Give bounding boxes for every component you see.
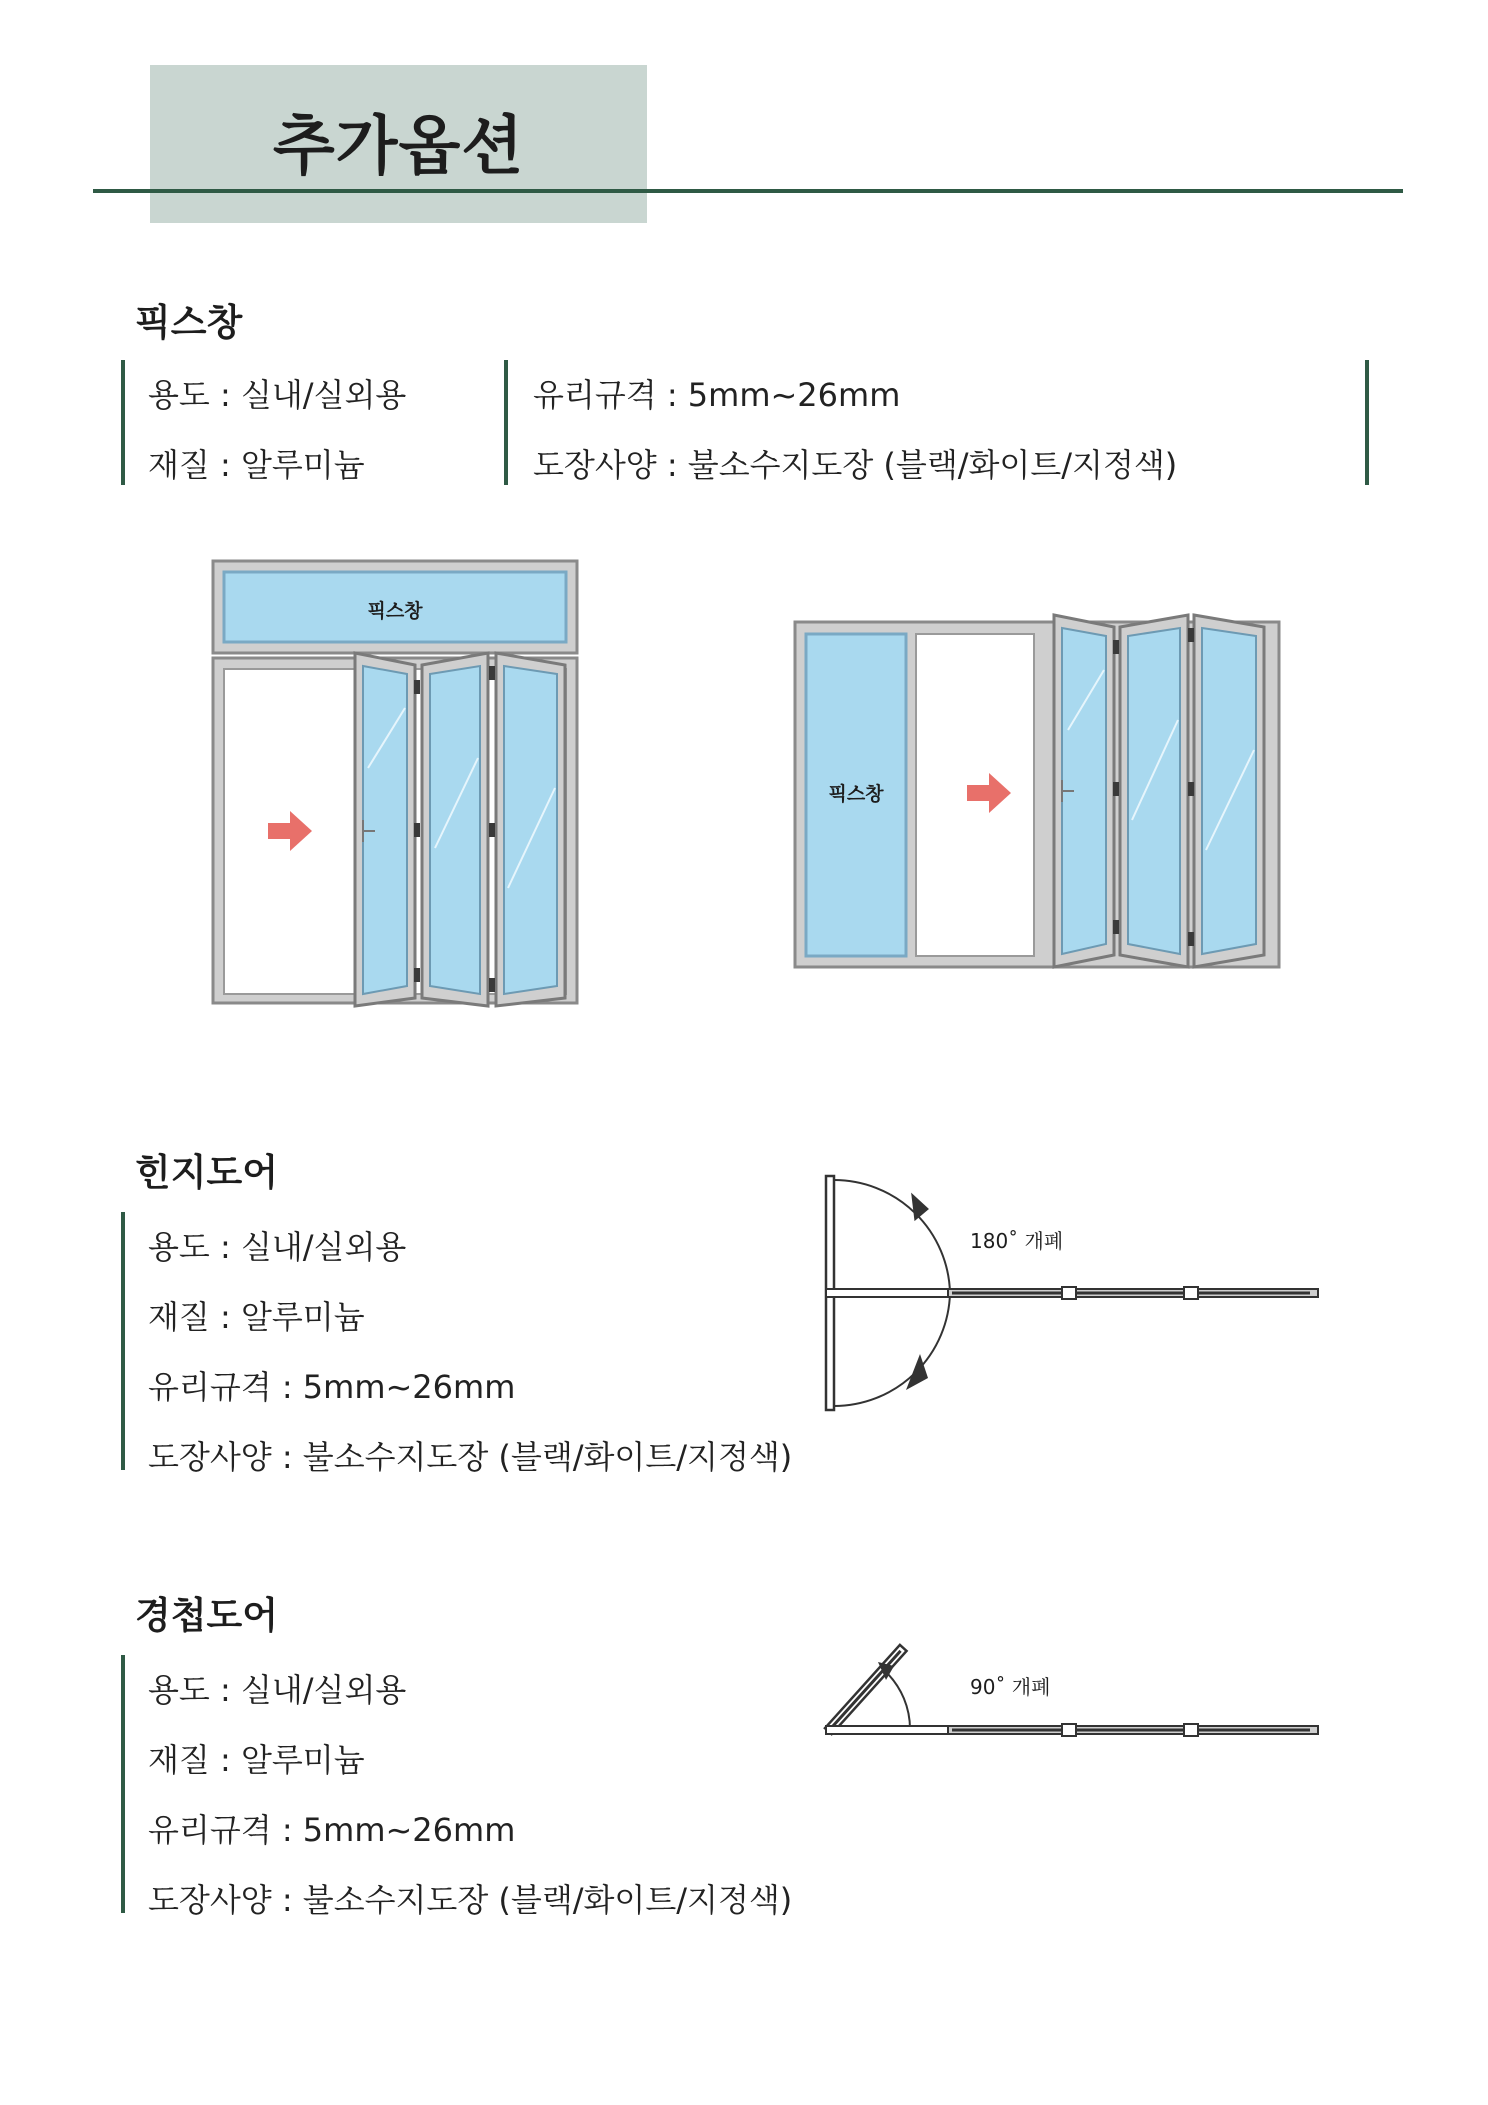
spec-value: 실내/실외용 bbox=[240, 1228, 407, 1266]
spec-material: 재질 : 알루미늄 bbox=[148, 446, 365, 484]
spec-label: 재질 bbox=[148, 446, 210, 484]
spec-value: 알루미늄 bbox=[240, 446, 365, 484]
spec-material: 재질 : 알루미늄 bbox=[148, 1298, 365, 1336]
page-title: 추가옵션 bbox=[272, 110, 525, 184]
spec-coating: 도장사양 : 불소수지도장 (블랙/화이트/지정색) bbox=[148, 1438, 793, 1476]
spec-glass: 유리규격 : 5mm~26mm bbox=[148, 1811, 516, 1849]
spec-label: 유리규격 bbox=[148, 1368, 272, 1406]
section-title-fix-window: 픽스창 bbox=[135, 301, 243, 344]
spec-value: 실내/실외용 bbox=[240, 1671, 407, 1709]
spec-label: 재질 bbox=[148, 1741, 210, 1779]
spec-usage: 용도 : 실내/실외용 bbox=[148, 376, 407, 414]
fix-window-label: 픽스창 bbox=[828, 783, 884, 805]
fix-window-diagram-top bbox=[210, 558, 580, 1008]
fold-door-plan-diagram bbox=[820, 1640, 1330, 1750]
spec-value: 불소수지도장 (블랙/화이트/지정색) bbox=[687, 446, 1178, 484]
spec-value: 불소수지도장 (블랙/화이트/지정색) bbox=[302, 1438, 793, 1476]
section-title-hinge-door: 힌지도어 bbox=[135, 1151, 278, 1194]
angle-label: 180˚ 개폐 bbox=[970, 1229, 1064, 1253]
spec-value: 불소수지도장 (블랙/화이트/지정색) bbox=[302, 1881, 793, 1919]
spec-label: 도장사양 bbox=[148, 1438, 272, 1476]
angle-label: 90˚ 개폐 bbox=[970, 1675, 1051, 1699]
spec-value: 알루미늄 bbox=[240, 1298, 365, 1336]
spec-bar-hinge bbox=[121, 1212, 125, 1470]
spec-usage: 용도 : 실내/실외용 bbox=[148, 1671, 407, 1709]
spec-material: 재질 : 알루미늄 bbox=[148, 1741, 365, 1779]
rotation-arrow-icon bbox=[903, 1193, 932, 1225]
spec-label: 유리규격 bbox=[533, 376, 657, 414]
spec-label: 유리규격 bbox=[148, 1811, 272, 1849]
fix-window-label: 픽스창 bbox=[367, 600, 423, 622]
spec-coating: 도장사양 : 불소수지도장 (블랙/화이트/지정색) bbox=[533, 446, 1178, 484]
spec-value: 5mm~26mm bbox=[302, 1811, 516, 1849]
spec-label: 용도 bbox=[148, 1228, 210, 1266]
spec-label: 용도 bbox=[148, 1671, 210, 1709]
rotation-arrow-icon bbox=[906, 1354, 928, 1390]
spec-label: 도장사양 bbox=[148, 1881, 272, 1919]
spec-usage: 용도 : 실내/실외용 bbox=[148, 1228, 407, 1266]
title-underline bbox=[93, 189, 1403, 193]
spec-label: 용도 bbox=[148, 376, 210, 414]
spec-coating: 도장사양 : 불소수지도장 (블랙/화이트/지정색) bbox=[148, 1881, 793, 1919]
spec-value: 알루미늄 bbox=[240, 1741, 365, 1779]
fix-window-diagram-side bbox=[792, 610, 1282, 970]
spec-glass: 유리규격 : 5mm~26mm bbox=[148, 1368, 516, 1406]
section-title-fold-door: 경첩도어 bbox=[135, 1594, 278, 1637]
spec-value: 5mm~26mm bbox=[687, 376, 901, 414]
spec-value: 실내/실외용 bbox=[240, 376, 407, 414]
spec-label: 재질 bbox=[148, 1298, 210, 1336]
hinge-door-plan-diagram bbox=[820, 1168, 1330, 1418]
spec-bar-right bbox=[1365, 360, 1369, 485]
spec-bar-left bbox=[121, 360, 125, 485]
spec-label: 도장사양 bbox=[533, 446, 657, 484]
spec-glass: 유리규격 : 5mm~26mm bbox=[533, 376, 901, 414]
spec-value: 5mm~26mm bbox=[302, 1368, 516, 1406]
spec-bar-fold bbox=[121, 1655, 125, 1913]
spec-bar-middle bbox=[504, 360, 508, 485]
